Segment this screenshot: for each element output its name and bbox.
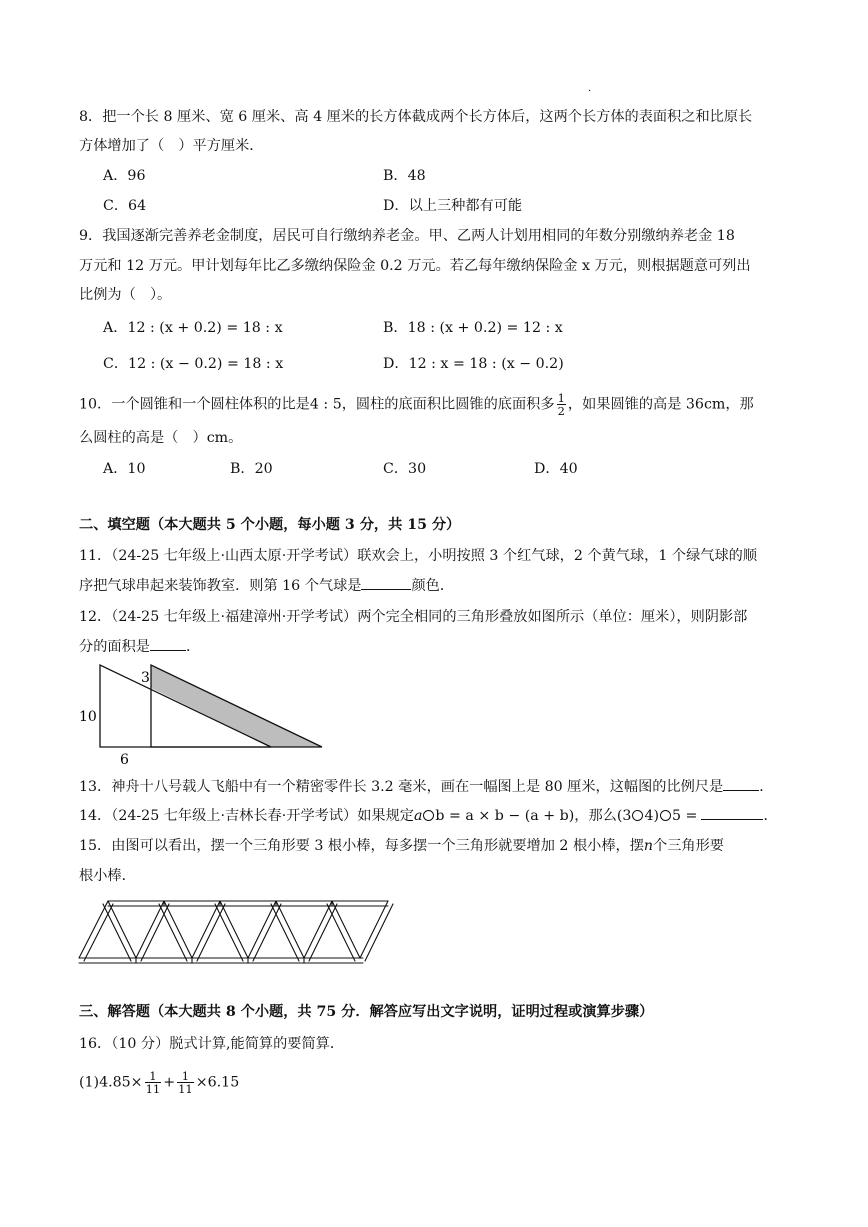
q9-option-a-expr: 12 : (x + 0.2) = 18 : x <box>127 320 283 336</box>
q9-option-c-label: C． <box>103 356 129 372</box>
q9-option-d <box>383 354 564 374</box>
q9-option-c-expr: 12 : (x − 0.2) = 18 : x <box>128 356 284 372</box>
q8-option-a: A．96 <box>103 168 146 184</box>
q11-text-a: 序把气球串起来装饰教室．则第 16 个气球是 <box>79 578 362 594</box>
q14-expr-a: (3 <box>616 808 632 824</box>
q16-expression <box>79 1070 239 1095</box>
section-3-heading: 三、解答题（本大题共 8 个小题，共 75 分．解答应写出文字说明，证明过程或演算步骤） <box>79 1004 654 1020</box>
q10-option-c: C．30 <box>383 461 427 477</box>
q12-triangle-figure <box>70 660 340 770</box>
q14-text-a: 14．（24-25 七年级上·吉林长春·开学考试）如果规定 <box>79 808 414 824</box>
q16-line1: 16．（10 分）脱式计算,能简算的要简算． <box>79 1036 345 1052</box>
q13-answer-blank <box>723 776 759 791</box>
q11-line1: 11．（24-25 七年级上·山西太原·开学考试）联欢会上，小明按照 3 个红气球，2 个黄气球，1 个绿气球的顺 <box>79 548 758 564</box>
q16-fraction-1-denominator: 11 <box>145 1082 161 1096</box>
q13-text-b: ． <box>759 779 774 795</box>
q15-n: n <box>643 838 654 854</box>
q14-line <box>79 805 778 826</box>
q15-text-b: 个三角形要 <box>653 838 724 854</box>
q10-line1 <box>79 392 754 417</box>
q10-fraction <box>557 392 566 417</box>
q12-text-b: ． <box>185 639 201 655</box>
q11-text-b: 颜色． <box>411 578 455 594</box>
q10-option-b: B．20 <box>230 461 273 477</box>
q8-option-d: D．以上三种都有可能 <box>383 198 523 214</box>
back-triangle <box>100 665 271 747</box>
q16-expr-a: (1)4.85× <box>79 1074 143 1091</box>
q10-fraction-denominator: 2 <box>557 404 565 418</box>
q9-option-d-label: D． <box>383 356 409 372</box>
q14-def-a: a <box>413 808 423 824</box>
q10-text-a: 10．一个圆锥和一个圆柱体积的比是 <box>79 396 310 413</box>
q14-expr-c: 5 = <box>672 808 698 824</box>
q14-text-c: ． <box>763 808 778 824</box>
front-triangle <box>151 665 322 747</box>
circle-operator-icon <box>632 810 643 821</box>
section-2-heading: 二、填空题（本大题共 5 个小题，每小题 3 分，共 15 分） <box>79 517 461 533</box>
q8-option-b: B．48 <box>383 168 426 184</box>
q12-line2 <box>79 636 200 657</box>
q15-text-a: 15．由图可以看出，摆一个三角形要 3 根小棒，每多摆一个三角形就要增加 2 根小棒，摆 <box>79 838 644 854</box>
q9-line2: 万元和 12 万元。甲计划每年比乙多缴纳保险金 0.2 万元。若乙每年缴纳保险金 x 万元，则根据题意可列出 <box>79 258 751 274</box>
q11-answer-blank <box>361 575 411 590</box>
q14-text-b: ，那么 <box>574 808 617 824</box>
q9-line1: 9．我国逐渐完善养老金制度，居民可自行缴纳养老金。甲、乙两人计划用相同的年数分别缴纳养老金 18 <box>79 228 735 244</box>
circle-operator-icon <box>660 810 671 821</box>
q16-fraction-1-numerator: 1 <box>145 1070 162 1083</box>
q16-fraction-2-numerator: 1 <box>177 1070 194 1083</box>
label-3: 3 <box>141 670 150 686</box>
circle-operator-icon <box>423 810 434 821</box>
q13-text-a: 13．神舟十八号载人飞船中有一个精密零件长 3.2 毫米，画在一幅图上是 80 厘米，这幅图的比例尺是 <box>79 779 724 795</box>
q14-expr-b: 4) <box>644 808 659 824</box>
q9-line3: 比例为（ ）。 <box>79 287 172 303</box>
header-dot: · <box>588 86 592 97</box>
q12-line1: 12．（24-25 七年级上·福建漳州·开学考试）两个完全相同的三角形叠放如图所示（单位：厘米），则阴影部 <box>79 609 748 625</box>
q8-line2: 方体增加了（ ）平方厘米． <box>79 138 264 154</box>
q8-line1: 8．把一个长 8 厘米、宽 6 厘米、高 4 厘米的长方体截成两个长方体后，这两个长方体的表面积之和比原长 <box>79 109 753 125</box>
label-10: 10 <box>79 709 97 725</box>
q16-plus: + <box>163 1074 176 1091</box>
q15-line1 <box>79 836 724 856</box>
q10-text-c: ，如果圆锥的高是 36cm，那 <box>567 396 754 413</box>
q10-option-a: A．10 <box>103 461 146 477</box>
q11-line2 <box>79 575 454 596</box>
q9-option-b <box>383 318 563 338</box>
q10-option-d: D．40 <box>534 461 578 477</box>
q9-option-c <box>103 354 283 374</box>
q13-line <box>79 776 773 797</box>
q12-answer-blank <box>150 636 186 651</box>
q9-option-a <box>103 318 283 338</box>
q16-fraction-2 <box>177 1070 194 1095</box>
q10-ratio: 4 : 5 <box>309 396 342 413</box>
q10-line2: 么圆柱的高是（ ）cm。 <box>79 430 243 446</box>
q14-answer-blank <box>701 805 763 820</box>
label-6: 6 <box>120 752 129 768</box>
q10-fraction-numerator: 1 <box>557 391 565 405</box>
q15-matchstick-triangles-figure <box>74 894 394 966</box>
q16-fraction-2-denominator: 11 <box>178 1082 193 1096</box>
q12-text-a: 分的面积是 <box>79 639 150 655</box>
q15-line2: 根小棒． <box>79 868 136 884</box>
q14-def-b: b = a × b − (a + b) <box>435 808 575 824</box>
q8-option-c: C．64 <box>103 198 147 214</box>
q9-option-d-expr: 12 : x = 18 : (x − 0.2) <box>408 356 564 372</box>
q9-option-b-expr: 18 : (x + 0.2) = 12 : x <box>407 320 563 336</box>
q9-option-b-label: B． <box>383 320 408 336</box>
q16-expr-b: ×6.15 <box>195 1074 240 1091</box>
q9-option-a-label: A． <box>103 320 128 336</box>
q16-fraction-1 <box>145 1070 162 1095</box>
q10-text-b: ，圆柱的底面积比圆锥的底面积多 <box>341 396 555 413</box>
